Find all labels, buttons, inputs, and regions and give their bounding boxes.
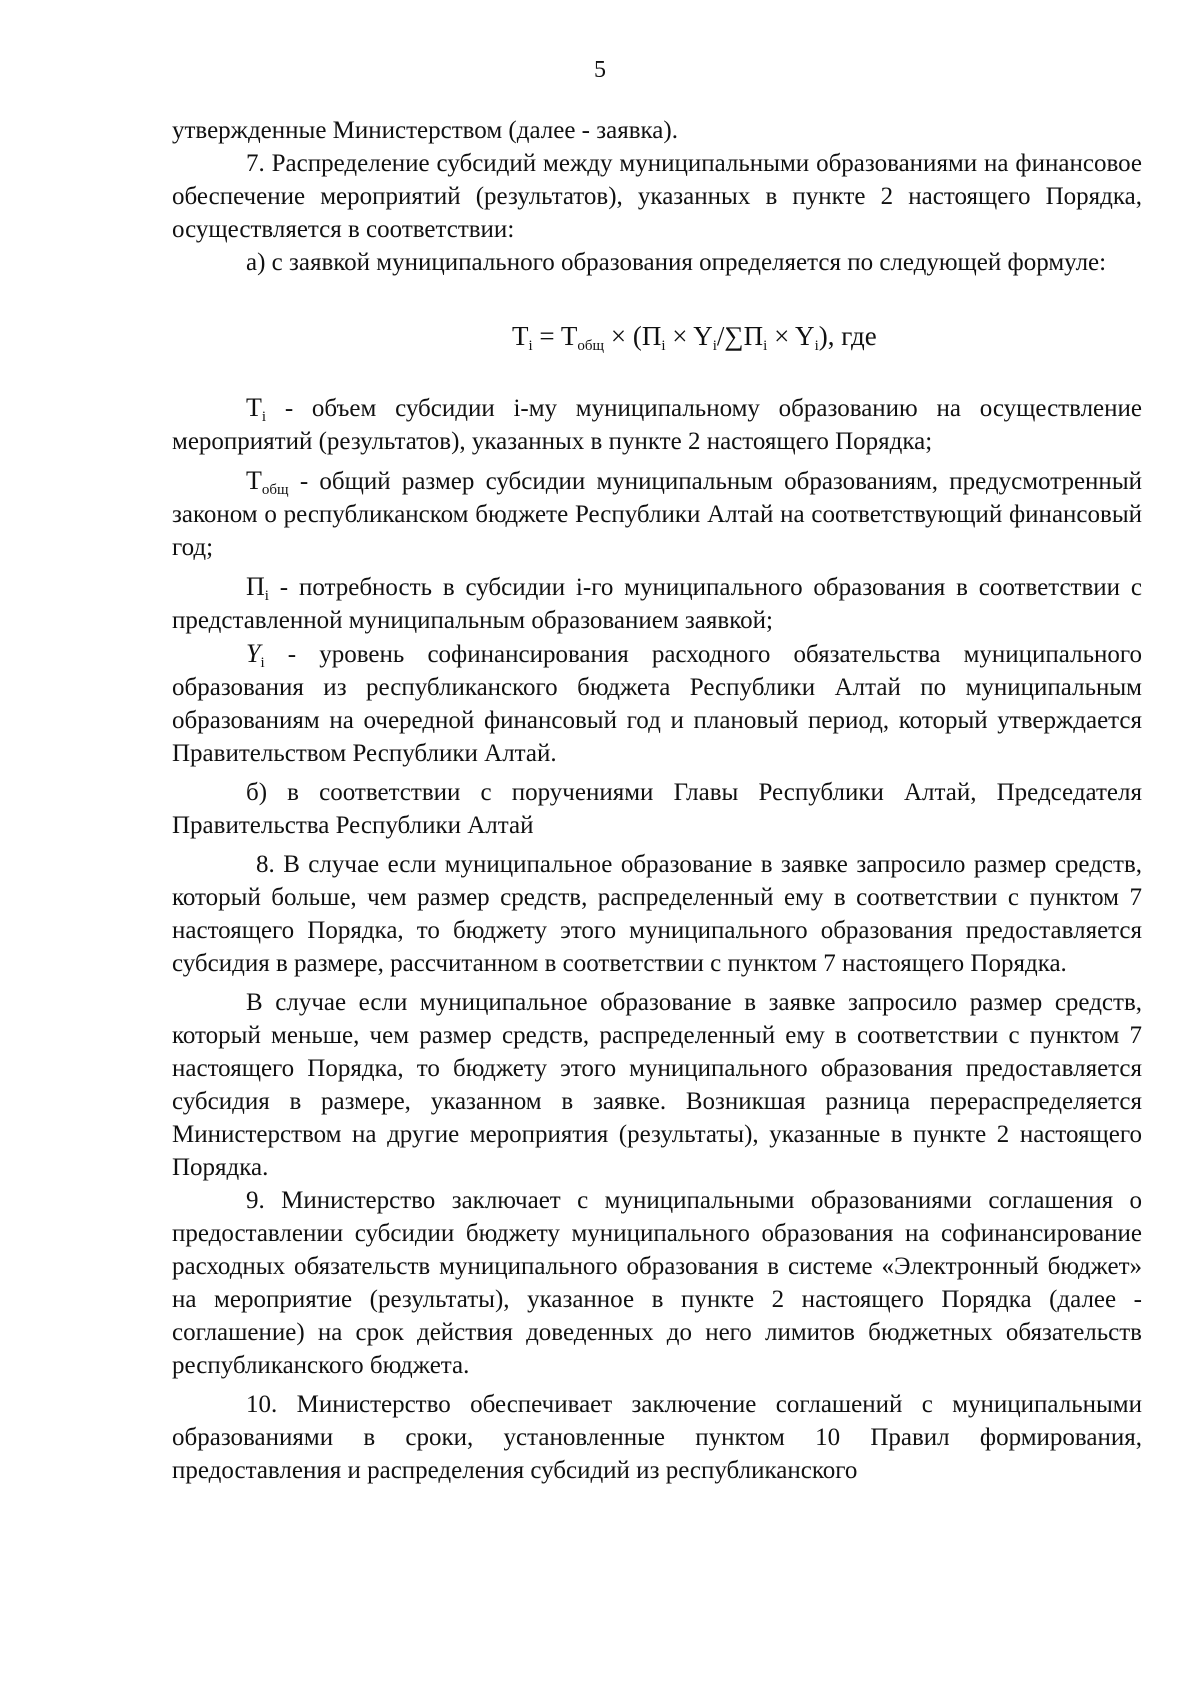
paragraph-10: 10. Министерство обеспечивает заключение соглашений с муниципальными образованиями в сроки, установленные пунктом 10 Правил формирования, предоставления и распределения субсидий из республиканского [172, 1391, 1142, 1484]
definition-y-i: $Y_i$ - уровень софинансирования расходного обязательства муниципального образования из республиканского бюджета Республики Алтай по муниципальным образованиям на очередной финансовый год и плановый период, который утверждается Правительством Республики Алтай. [172, 639, 1142, 767]
formula: $T_i = T_{общ} \times (П_i \times Y_i/\sum П_i \times Y_i)$, где [512, 321, 877, 354]
page-number: 5 [594, 57, 606, 83]
definition-t-i: $T_i$ - объем субсидии i-му муниципальному образованию на осуществление мероприятий (результатов), указанных в пункте 2 настоящего Порядка; [172, 393, 1142, 455]
paragraph-7b: б) в соответствии с поручениями Главы Республики Алтай, Председателя Правительства Республики Алтай [172, 779, 1142, 839]
paragraph-8-second: В случае если муниципальное образование в заявке запросило размер средств, который меньше, чем размер средств, распределенный ему в соответствии с пунктом 7 настоящего Порядка, то бюджету этого муниципального образования предоставляется субсидия в размере, указанном в заявке. Возникшая разница перераспределяется Министерством на другие мероприятия (результаты), указанные в пункте 2 настоящего Порядка. [172, 989, 1142, 1181]
document-body [172, 114, 1142, 1487]
paragraph-7: 7. Распределение субсидий между муниципальными образованиями на финансовое обеспечение мероприятий (результатов), указанных в пункте 2 настоящего Порядка, осуществляется в соответствии: [172, 150, 1142, 243]
paragraph-8: 8. В случае если муниципальное образование в заявке запросило размер средств, который больше, чем размер средств, распределенный ему в соответствии с пунктом 7 настоящего Порядка, то бюджету этого муниципального образования предоставляется субсидия в размере, рассчитанном в соответствии с пунктом 7 настоящего Порядка. [172, 851, 1142, 977]
paragraph-continuation: утвержденные Министерством (далее - заявка). [172, 117, 678, 144]
paragraph-9: 9. Министерство заключает с муниципальными образованиями соглашения о предоставлении субсидии бюджету муниципального образования на софинансирование расходных обязательств муниципального образования в системе «Электронный бюджет» на мероприятие (результаты), указанное в пункте 2 настоящего Порядка (далее - соглашение) на срок действия доведенных до него лимитов бюджетных обязательств республиканского бюджета. [172, 1187, 1142, 1379]
definition-t-obsh: $T_{общ}$ - общий размер субсидии муниципальным образованиям, предусмотренный законом о республиканском бюджете Республики Алтай на соответствующий финансовый год; [172, 466, 1142, 561]
paragraph-7a: а) с заявкой муниципального образования определяется по следующей формуле: [246, 249, 1107, 276]
definition-p-i: $П_i$ - потребность в субсидии i-го муниципального образования в соответствии с представленной муниципальным образованием заявкой; [172, 572, 1142, 634]
